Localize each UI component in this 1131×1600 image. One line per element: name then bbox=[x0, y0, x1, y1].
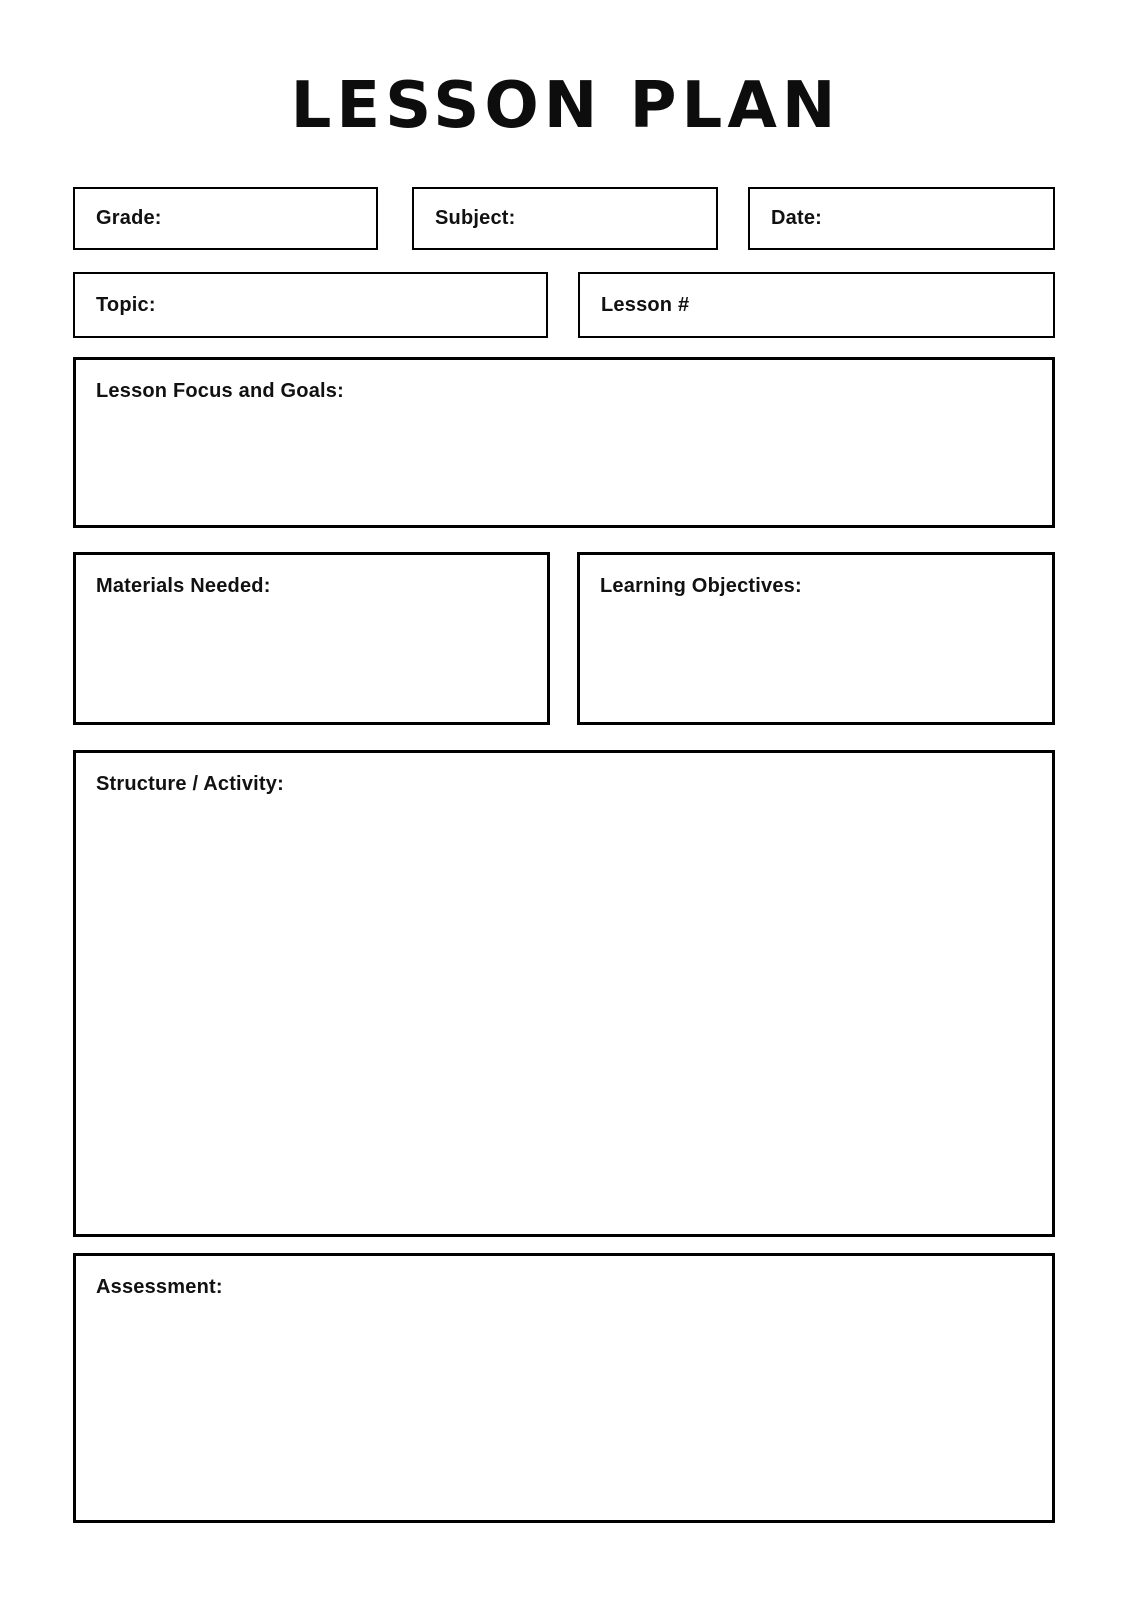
topic-label: Topic: bbox=[96, 293, 156, 316]
structure-activity-field[interactable] bbox=[73, 750, 1055, 1237]
materials-needed-field[interactable] bbox=[73, 552, 550, 725]
focus-goals-label: Lesson Focus and Goals: bbox=[96, 380, 344, 402]
learning-objectives-field[interactable] bbox=[577, 552, 1055, 725]
date-label: Date: bbox=[771, 207, 823, 229]
page-title: LESSON PLAN bbox=[290, 69, 841, 143]
grade-field[interactable] bbox=[73, 187, 378, 250]
assessment-field[interactable] bbox=[73, 1253, 1055, 1523]
lesson-number-label: Lesson # bbox=[601, 293, 690, 316]
focus-goals-field[interactable] bbox=[73, 357, 1055, 528]
date-field[interactable] bbox=[748, 187, 1055, 250]
materials-needed-label: Materials Needed: bbox=[96, 575, 271, 597]
lesson-number-field[interactable] bbox=[578, 272, 1055, 338]
grade-label: Grade: bbox=[96, 207, 162, 229]
subject-field[interactable] bbox=[412, 187, 718, 250]
topic-field[interactable] bbox=[73, 272, 548, 338]
subject-label: Subject: bbox=[435, 207, 516, 229]
assessment-label: Assessment: bbox=[96, 1276, 223, 1298]
structure-activity-label: Structure / Activity: bbox=[96, 773, 284, 795]
learning-objectives-label: Learning Objectives: bbox=[600, 575, 802, 597]
